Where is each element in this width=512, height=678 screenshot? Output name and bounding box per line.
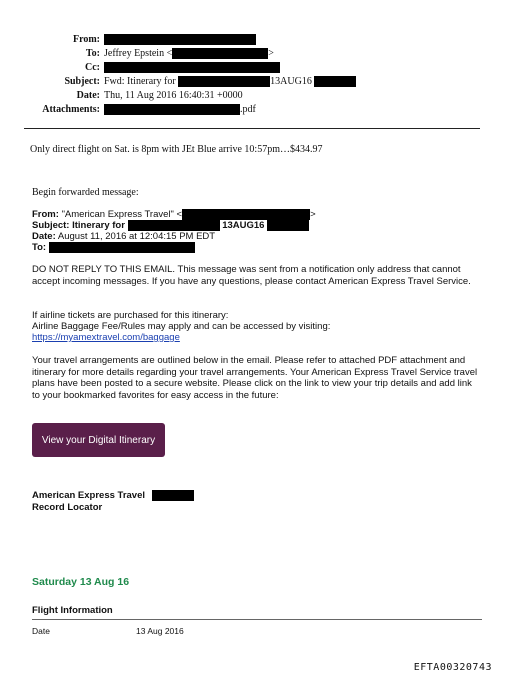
view-digital-itinerary-button[interactable]: View your Digital Itinerary [32,423,165,457]
flight-date-label: Date [32,626,50,636]
redaction-bar [267,220,309,231]
subject-suffix: 13AUG16 [270,76,312,87]
header-divider [24,128,480,129]
redaction-bar [128,220,220,231]
fwd-from-close: > [310,209,316,221]
date-label: Date: [76,90,100,101]
document-id: EFTA00320743 [413,662,492,673]
attachments-label: Attachments: [42,104,100,115]
record-locator-block [32,490,482,513]
cc-label: Cc: [85,62,100,73]
redaction-bar [182,209,310,220]
record-line-1: American Express Travel [32,490,146,502]
travel-arrangements-paragraph: Your travel arrangements are outlined below in the email. Please refer to attached PDF attachment and itinerary for more details regarding your travel arrangements. Your American Express Travel Service travel plans have been posted to a secure website. Please click on the link to view your trip details and add link to your bookmarked favorites for easy access in the future: [32,355,478,401]
attachment-suffix: .pdf [240,104,256,115]
baggage-link[interactable]: https://myamextravel.com/baggage [32,332,180,343]
fwd-date-label: Date: [32,231,56,242]
subject-value: Fwd: Itinerary for [104,76,176,87]
forward-subject-row [32,220,482,232]
fwd-subject-suffix: 13AUG16 [222,220,265,232]
to-value: Jeffrey Epstein < [104,48,173,59]
no-reply-paragraph: DO NOT REPLY TO THIS EMAIL. This message was sent from a notification only address that cannot accept incoming messages. If you have any questions, please contact American Express Travel Service. [32,264,471,287]
to-close: > [268,48,274,59]
subject-label: Subject: [64,76,100,87]
fwd-date-value: August 11, 2016 at 12:04:15 PM EDT [57,231,216,242]
flight-date-value: 13 Aug 2016 [136,626,184,636]
redaction-bar [104,62,280,73]
forward-from-row [32,209,482,221]
fwd-from-value: "American Express Travel" < [61,209,183,221]
forward-to-row [32,242,482,254]
forward-intro: Begin forwarded message: [32,187,139,198]
redaction-bar [178,76,270,87]
redaction-bar [49,242,195,253]
fwd-subject-label: Subject: Itinerary for [32,220,125,232]
sender-note: Only direct flight on Sat. is 8pm with JEt Blue arrive 10:57pm…$434.97 [30,144,323,155]
flight-info-divider [32,619,482,620]
flight-date-row [32,626,482,638]
from-label: From: [72,34,100,45]
redaction-bar [104,104,240,115]
redaction-bar [152,490,194,501]
attachment-link[interactable] [104,103,256,117]
date-value: Thu, 11 Aug 2016 16:40:31 +0000 [104,90,243,101]
fwd-from-label: From: [32,209,59,221]
forward-date-row [32,231,482,243]
record-line-2: Record Locator [32,501,103,513]
redaction-bar [104,34,256,45]
fwd-to-label: To: [32,242,47,254]
baggage-line-2: Airline Baggage Fee/Rules may apply and can be accessed by visiting: [32,321,331,332]
day-heading: Saturday 13 Aug 16 [32,576,130,588]
redaction-bar [172,48,268,59]
redaction-bar [314,76,356,87]
to-label: To: [85,48,100,59]
baggage-line-1: If airline tickets are purchased for this itinerary: [32,310,229,321]
flight-info-heading: Flight Information [32,605,113,616]
